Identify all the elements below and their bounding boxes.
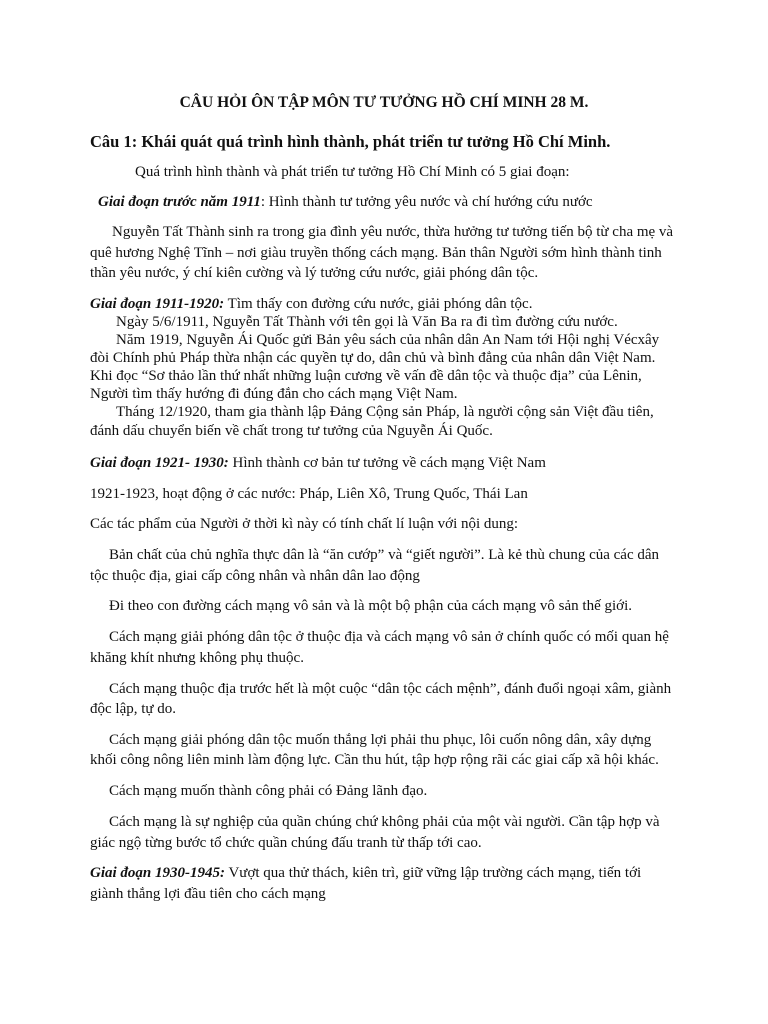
period-1-text-line: thần yêu nước, ý chí kiên cường và lý tưởng cứu nước, giải phóng dân tộc. bbox=[90, 265, 539, 281]
period-1-label: Giai đoạn trước năm 1911 bbox=[98, 194, 261, 210]
period-2-text-line: đánh dấu chuyển biến về chất trong tư tưởng của Nguyễn Ái Quốc. bbox=[90, 423, 493, 439]
period-3-label: Giai đoạn 1921- 1930: bbox=[90, 455, 229, 471]
period-4-desc: Vượt qua thử thách, kiên trì, giữ vững lập trường cách mạng, tiến tới bbox=[225, 865, 642, 881]
period-1-text-line: Nguyễn Tất Thành sinh ra trong gia đình yêu nước, thừa hưởng tư tưởng tiến bộ từ cha mẹ và bbox=[112, 224, 674, 240]
period-3-works-intro: Các tác phẩm của Người ở thời kì này có tính chất lí luận với nội dung: bbox=[90, 516, 519, 532]
period-3-point-line: giác ngộ từng bước tổ chức quần chúng đấu tranh từ thấp tới cao. bbox=[90, 835, 482, 851]
period-3-point-line: khối công nông liên minh làm động lực. Cần thu hút, tập hợp rộng rãi các giai cấp xã hội khác. bbox=[90, 752, 659, 768]
intro-paragraph: Quá trình hình thành và phát triển tư tưởng Hồ Chí Minh có 5 giai đoạn: bbox=[135, 164, 570, 180]
period-3-point-line: độc lập, tự do. bbox=[90, 701, 177, 717]
period-1-text-line: quê hương Nghệ Tĩnh – nơi giàu truyền thống cách mạng. Bản thân Người sớm hình thành tinh bbox=[90, 245, 662, 261]
period-2-text-line: Khi đọc “Sơ thảo lần thứ nhất những luận cương về vấn đề dân tộc và thuộc địa” của Lênin, bbox=[90, 368, 642, 384]
period-3-point-line: khăng khít nhưng không phụ thuộc. bbox=[90, 650, 304, 666]
document-title: CÂU HỎI ÔN TẬP MÔN TƯ TƯỞNG HỒ CHÍ MINH 28 M. bbox=[179, 94, 589, 111]
period-2-text-line: Năm 1919, Nguyễn Ái Quốc gửi Bản yêu sách của nhân dân An Nam tới Hội nghị Vécxây bbox=[116, 332, 660, 348]
period-3-point-line: Cách mạng giải phóng dân tộc muốn thắng lợi phải thu phục, lôi cuốn nông dân, xây dựng bbox=[109, 732, 652, 748]
period-3-point-line: Cách mạng thuộc địa trước hết là một cuộc “dân tộc cách mệnh”, đánh đuổi ngoại xâm, giành bbox=[109, 681, 672, 697]
period-3-point-line: Bản chất của chủ nghĩa thực dân là “ăn cướp” và “giết người”. Là kẻ thù chung của các dân bbox=[109, 547, 660, 563]
period-2-heading bbox=[90, 294, 532, 314]
period-1-heading bbox=[98, 192, 593, 212]
period-3-point-line: tộc thuộc địa, giai cấp công nhân và nhân dân lao động bbox=[90, 568, 420, 584]
question-1-heading: Câu 1: Khái quát quá trình hình thành, phát triển tư tưởng Hồ Chí Minh. bbox=[90, 132, 611, 151]
period-3-heading bbox=[90, 453, 546, 473]
period-2-label: Giai đoạn 1911-1920: bbox=[90, 296, 225, 312]
period-2-desc: Tìm thấy con đường cứu nước, giải phóng dân tộc. bbox=[224, 296, 533, 312]
period-2-text-line: đòi Chính phủ Pháp thừa nhận các quyền tự do, dân chủ và bình đẳng của nhân dân Việt Nam. bbox=[90, 350, 656, 366]
period-2-text-line: Tháng 12/1920, tham gia thành lập Đảng Cộng sản Pháp, là người cộng sản Việt đầu tiên, bbox=[116, 404, 654, 420]
period-3-point-line: Cách mạng giải phóng dân tộc ở thuộc địa và cách mạng vô sản ở chính quốc có mối quan hệ bbox=[109, 629, 669, 645]
period-3-desc: Hình thành cơ bản tư tưởng về cách mạng Việt Nam bbox=[228, 455, 546, 471]
period-4-label: Giai đoạn 1930-1945: bbox=[90, 865, 225, 881]
period-3-point-line: Đi theo con đường cách mạng vô sản và là một bộ phận của cách mạng vô sản thế giới. bbox=[109, 598, 633, 614]
period-4-heading bbox=[90, 863, 641, 883]
period-2-text-line: Ngày 5/6/1911, Nguyễn Tất Thành với tên gọi là Văn Ba ra đi tìm đường cứu nước. bbox=[116, 314, 618, 330]
period-1-desc: : Hình thành tư tưởng yêu nước và chí hướng cứu nước bbox=[260, 194, 593, 210]
period-2-text-line: Người tìm thấy hướng đi đúng đắn cho cách mạng Việt Nam. bbox=[90, 386, 458, 402]
period-3-point-line: Cách mạng muốn thành công phải có Đảng lãnh đạo. bbox=[109, 783, 428, 799]
period-4-desc-line-2: giành thắng lợi đầu tiên cho cách mạng bbox=[90, 886, 326, 902]
period-3-activities: 1921-1923, hoạt động ở các nước: Pháp, Liên Xô, Trung Quốc, Thái Lan bbox=[90, 486, 528, 502]
period-3-point-line: Cách mạng là sự nghiệp của quần chúng chứ không phải của một vài người. Cần tập hợp và bbox=[109, 814, 660, 830]
